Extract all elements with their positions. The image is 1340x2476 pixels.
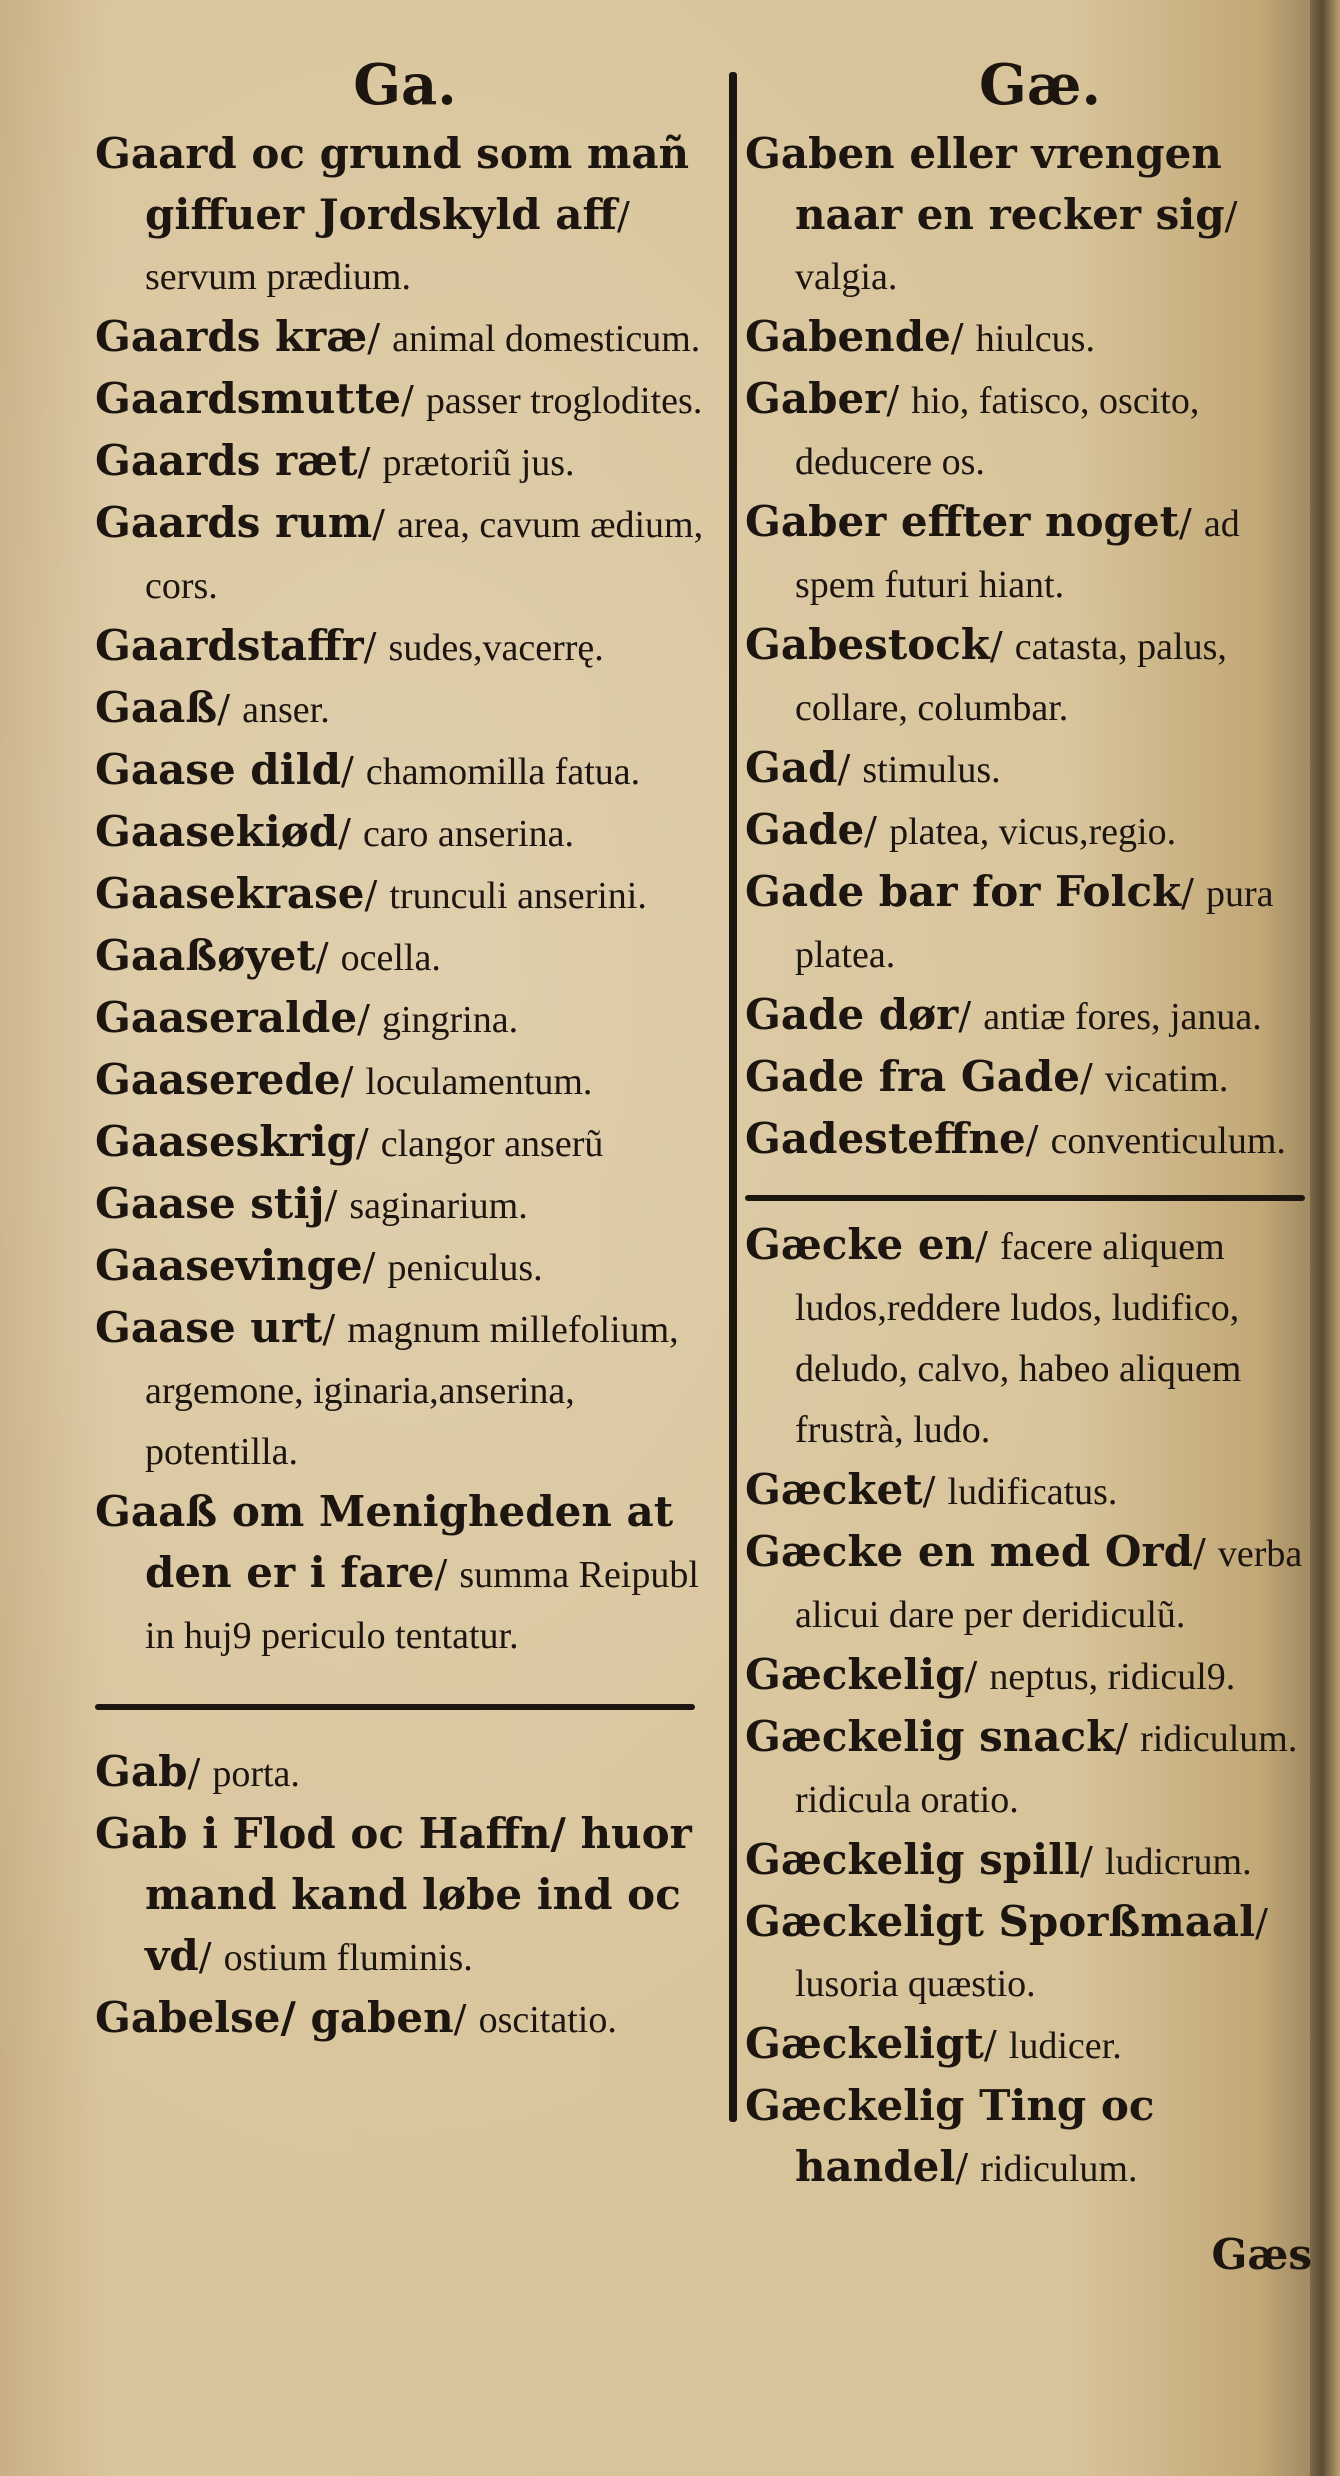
entry-latin-gloss: area, cavum ædium, cors. — [145, 504, 704, 607]
dictionary-entry: Gaard oc grund som mañ giffuer Jordskyld aff/ servum prædium. — [95, 129, 690, 298]
dictionary-entry: Gaaseralde/ gingrina. — [95, 993, 519, 1042]
entry-headword: Gaardstaffr — [95, 621, 364, 670]
dictionary-entry: Gade/ platea, vicus,regio. — [745, 805, 1177, 854]
entry-headword: Gaaseskrig — [95, 1117, 356, 1166]
entry-latin-gloss: loculamentum. — [365, 1061, 593, 1103]
entry-latin-gloss: trunculi anserini. — [389, 875, 647, 917]
entry-latin-gloss: ludicer. — [1008, 2025, 1122, 2067]
entry-latin-gloss: ridiculum. ridicula oratio. — [795, 1718, 1298, 1821]
entry-headword: Gæckelig Ting oc handel — [745, 2081, 1155, 2191]
entry-latin-gloss: clangor anserũ — [380, 1123, 604, 1165]
dictionary-entry: Gaasevinge/ peniculus. — [95, 1241, 543, 1290]
catchword: Gæs — [1211, 2230, 1312, 2279]
entry-headword: Gæckeligt — [745, 2019, 984, 2068]
entry-latin-gloss: neptus, ridicul9. — [989, 1656, 1236, 1698]
entry-headword: Gæckelig spill — [745, 1835, 1080, 1884]
entry-headword: Gade bar for Folck — [745, 867, 1182, 916]
entry-headword: Gabestock — [745, 620, 990, 669]
entry-latin-gloss: catasta, palus, collare, columbar. — [795, 626, 1227, 729]
entry-headword: Gade — [745, 805, 865, 854]
dictionary-entry: Gaards ræt/ prætoriũ jus. — [95, 436, 575, 485]
entry-headword: Gaasekiød — [95, 807, 339, 856]
entry-latin-gloss: platea, vicus,regio. — [889, 811, 1177, 853]
dictionary-entry: Gaber/ hio, fatisco, oscito, deducere os. — [745, 374, 1200, 483]
entry-headword: Gæckelig — [745, 1650, 965, 1699]
dictionary-entry: Gab i Flod oc Haffn/ huor mand kand løbe ind oc vd/ ostium fluminis. — [95, 1809, 692, 1980]
entry-headword: Gab — [95, 1747, 188, 1796]
dictionary-entry: Gæckelig spill/ ludicrum. — [745, 1835, 1252, 1884]
dictionary-entry: Gæcke en med Ord/ verba alicui dare per deridiculũ. — [745, 1527, 1303, 1636]
entry-latin-gloss: valgia. — [795, 256, 898, 298]
dictionary-entry: Gæckelig snack/ ridiculum. ridicula oratio. — [745, 1712, 1298, 1821]
dictionary-entry: Gad/ stimulus. — [745, 743, 1001, 792]
entry-latin-gloss: ludicrum. — [1104, 1841, 1252, 1883]
right-entries-group-b — [745, 1215, 1305, 2199]
entry-latin-gloss: peniculus. — [387, 1247, 543, 1289]
entry-latin-gloss: porta. — [212, 1753, 300, 1795]
entry-latin-gloss: servum prædium. — [145, 256, 411, 298]
entry-headword: Gaaß — [95, 683, 218, 732]
entry-latin-gloss: magnum millefolium, argemone, iginaria,anserina, potentilla. — [145, 1309, 679, 1473]
left-entries-group-b — [95, 1742, 715, 2050]
dictionary-entry: Gaase stij/ saginarium. — [95, 1179, 528, 1228]
dictionary-entry: Gaaß/ anser. — [95, 683, 330, 732]
right-entries-group-a — [745, 124, 1305, 1171]
entry-latin-gloss: lusoria quæstio. — [795, 1963, 1036, 2005]
left-section-rule — [95, 1704, 695, 1710]
entry-headword: Gæcket — [745, 1465, 923, 1514]
entry-headword: Gaards rum — [95, 498, 373, 547]
entry-headword: Gaards kræ — [95, 312, 368, 361]
dictionary-entry: Gæcket/ ludificatus. — [745, 1465, 1118, 1514]
entry-headword: Gaaseralde — [95, 993, 358, 1042]
entry-latin-gloss: facere aliquem ludos,reddere ludos, ludifico, deludo, calvo, habeo aliquem frustrà, ludo. — [795, 1226, 1242, 1451]
entry-latin-gloss: chamomilla fatua. — [365, 751, 641, 793]
entry-headword: Gaard oc grund som mañ giffuer Jordskyld aff — [95, 129, 690, 239]
left-entries-group-a — [95, 124, 715, 1666]
dictionary-entry: Gabelse/ gaben/ oscitatio. — [95, 1993, 617, 2042]
dictionary-entry: Gaasekiød/ caro anserina. — [95, 807, 574, 856]
entry-headword: Gab i Flod oc Haffn/ huor mand kand løbe ind oc vd — [95, 1809, 692, 1980]
dictionary-entry: Gade fra Gade/ vicatim. — [745, 1052, 1229, 1101]
entry-latin-gloss: stimulus. — [862, 749, 1001, 791]
entry-latin-gloss: oscitatio. — [478, 1999, 617, 2041]
right-section-rule — [745, 1195, 1305, 1201]
book-spine-edge — [1310, 0, 1340, 2476]
left-column — [95, 50, 715, 2050]
entry-headword: Gabelse/ gaben — [95, 1993, 454, 2042]
dictionary-entry: Gaber effter noget/ ad spem futuri hiant. — [745, 497, 1240, 606]
dictionary-entry: Gaardsmutte/ passer troglodites. — [95, 374, 703, 423]
entry-headword: Gaasekrase — [95, 869, 365, 918]
dictionary-entry: Gaasekrase/ trunculi anserini. — [95, 869, 647, 918]
dictionary-entry: Gabestock/ catasta, palus, collare, columbar. — [745, 620, 1227, 729]
entry-latin-gloss: saginarium. — [349, 1185, 528, 1227]
entry-headword: Gabende — [745, 312, 951, 361]
dictionary-entry: Gæckelig/ neptus, ridicul9. — [745, 1650, 1236, 1699]
entry-headword: Gæckelig snack — [745, 1712, 1116, 1761]
dictionary-entry: Gadesteffne/ conventiculum. — [745, 1114, 1286, 1163]
entry-headword: Gaasevinge — [95, 1241, 363, 1290]
entry-headword: Gaase stij — [95, 1179, 325, 1228]
entry-headword: Gadesteffne — [745, 1114, 1026, 1163]
dictionary-entry: Gaaß om Menigheden at den er i fare/ summa Reipubl in huj9 periculo tentatur. — [95, 1487, 699, 1657]
entry-latin-gloss: animal domesticum. — [392, 318, 701, 360]
dictionary-entry: Gade dør/ antiæ fores, janua. — [745, 990, 1262, 1039]
entry-latin-gloss: verba alicui dare per deridiculũ. — [795, 1533, 1303, 1636]
entry-latin-gloss: hiulcus. — [975, 318, 1095, 360]
entry-latin-gloss: pura platea. — [795, 873, 1274, 976]
dictionary-entry: Gaben eller vrengen naar en recker sig/ valgia. — [745, 129, 1238, 298]
entry-headword: Gæckeligt Sporßmaal — [745, 1897, 1256, 1946]
entry-headword: Gade fra Gade — [745, 1052, 1080, 1101]
entry-latin-gloss: anser. — [242, 689, 330, 731]
dictionary-entry: Gaase urt/ magnum millefolium, argemone, iginaria,anserina, potentilla. — [95, 1303, 679, 1473]
dictionary-entry: Gaaßøyet/ ocella. — [95, 931, 441, 980]
entry-headword: Gæcke en med Ord — [745, 1527, 1193, 1576]
entry-latin-gloss: ad spem futuri hiant. — [795, 503, 1240, 606]
entry-headword: Gaben eller vrengen naar en recker sig — [745, 129, 1225, 239]
right-column-header: Gæ. — [979, 52, 1101, 118]
entry-latin-gloss: vicatim. — [1104, 1058, 1229, 1100]
entry-latin-gloss: summa Reipubl in huj9 periculo tentatur. — [145, 1554, 699, 1657]
dictionary-entry: Gaaserede/ loculamentum. — [95, 1055, 593, 1104]
entry-headword: Gaaßøyet — [95, 931, 316, 980]
dictionary-entry: Gaards kræ/ animal domesticum. — [95, 312, 701, 361]
entry-headword: Gaaß om Menigheden at den er i fare — [95, 1487, 674, 1597]
dictionary-entry: Gæckelig Ting oc handel/ ridiculum. — [745, 2081, 1155, 2191]
left-column-header: Ga. — [353, 52, 457, 118]
dictionary-entry: Gaardstaffr/ sudes,vacerrę. — [95, 621, 604, 670]
dictionary-entry: Gade bar for Folck/ pura platea. — [745, 867, 1274, 976]
entry-headword: Gaaserede — [95, 1055, 341, 1104]
dictionary-entry: Gæckeligt Sporßmaal/ lusoria quæstio. — [745, 1897, 1268, 2005]
dictionary-entry: Gæckeligt/ ludicer. — [745, 2019, 1122, 2068]
entry-headword: Gade dør — [745, 990, 959, 1039]
entry-headword: Gaards ræt — [95, 436, 358, 485]
dictionary-entry: Gaards rum/ area, cavum ædium, cors. — [95, 498, 704, 607]
entry-headword: Gaase dild — [95, 745, 341, 794]
entry-latin-gloss: passer troglodites. — [425, 380, 703, 422]
dictionary-entry: Gab/ porta. — [95, 1747, 300, 1796]
dictionary-entry: Gæcke en/ facere aliquem ludos,reddere ludos, ludifico, deludo, calvo, habeo aliquem frustrà, ludo. — [745, 1220, 1242, 1451]
entry-headword: Gaber — [745, 374, 887, 423]
entry-latin-gloss: sudes,vacerrę. — [388, 627, 604, 669]
dictionary-entry: Gabende/ hiulcus. — [745, 312, 1095, 361]
column-divider — [729, 72, 737, 2122]
entry-latin-gloss: hio, fatisco, oscito, deducere os. — [795, 380, 1200, 483]
entry-latin-gloss: ridiculum. — [980, 2148, 1138, 2190]
right-column — [745, 50, 1305, 2199]
entry-headword: Gaase urt — [95, 1303, 323, 1352]
entry-headword: Gad — [745, 743, 838, 792]
entry-headword: Gæcke en — [745, 1220, 976, 1269]
entry-latin-gloss: ocella. — [340, 937, 441, 979]
entry-latin-gloss: ludificatus. — [947, 1471, 1118, 1513]
entry-latin-gloss: antiæ fores, janua. — [983, 996, 1262, 1038]
entry-headword: Gaardsmutte — [95, 374, 401, 423]
entry-latin-gloss: prætoriũ jus. — [382, 442, 575, 484]
entry-latin-gloss: caro anserina. — [363, 813, 574, 855]
dictionary-entry: Gaaseskrig/ clangor anserũ — [95, 1117, 604, 1166]
entry-headword: Gaber effter noget — [745, 497, 1180, 546]
entry-latin-gloss: gingrina. — [381, 999, 519, 1041]
entry-latin-gloss: conventiculum. — [1050, 1120, 1286, 1162]
entry-latin-gloss: ostium fluminis. — [223, 1937, 473, 1979]
dictionary-entry: Gaase dild/ chamomilla fatua. — [95, 745, 641, 794]
